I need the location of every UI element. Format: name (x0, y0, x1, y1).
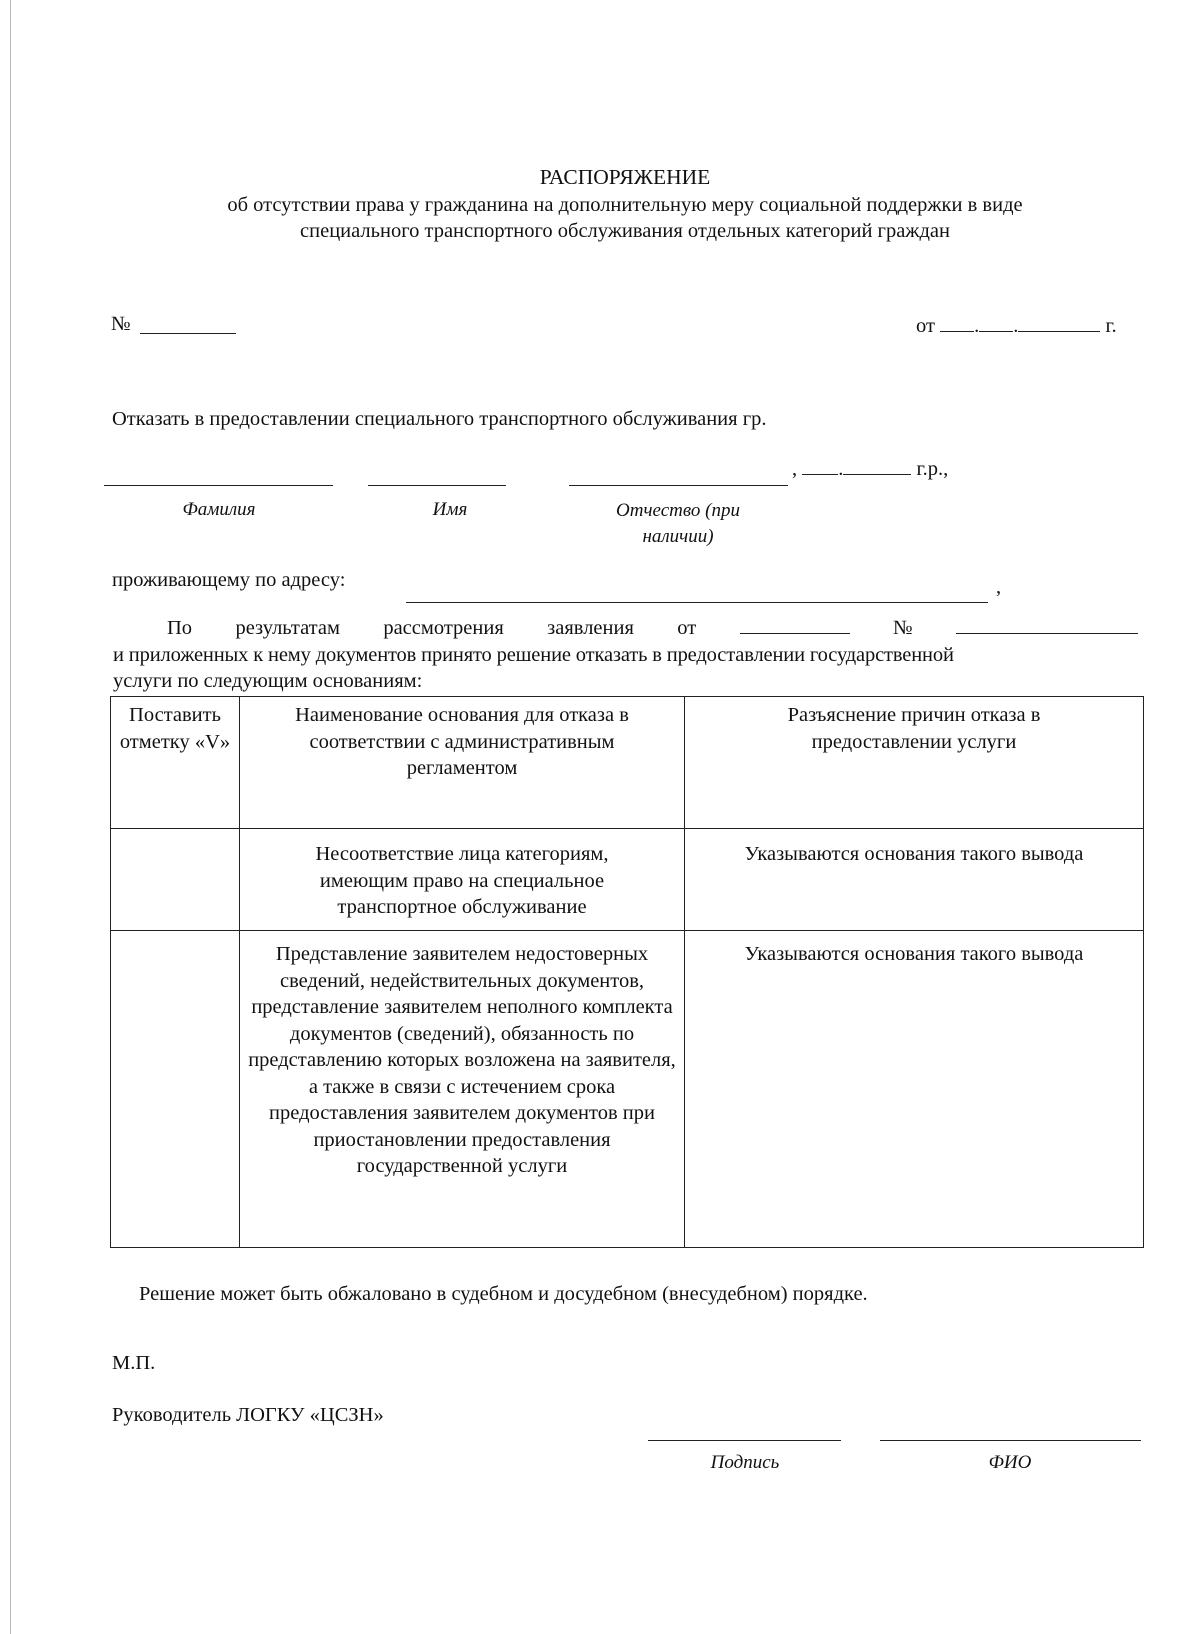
address-field[interactable] (406, 602, 988, 603)
full-name-label: ФИО (988, 1452, 1032, 1473)
decision-paragraph (113, 615, 1138, 695)
patronymic-field[interactable] (569, 485, 788, 486)
address-comma: , (996, 576, 1002, 598)
explanation-cell: Указываются основания такого вывода (685, 931, 1144, 1248)
document-title: РАСПОРЯЖЕНИЕ (539, 165, 711, 189)
date-year-field[interactable] (1018, 313, 1100, 332)
comma: , (792, 458, 798, 480)
signatory-title: Руководитель ЛОГКУ «ЦСЗН» (112, 1404, 384, 1426)
table-row (111, 829, 1144, 931)
refuse-text: Отказать в предоставлении специального транспортного обслуживания гр. (112, 408, 767, 430)
birth-month-field[interactable] (802, 456, 838, 475)
decision-line1 (113, 615, 1138, 642)
date-separator: . (974, 315, 980, 337)
scan-edge (10, 0, 11, 1634)
header-explanation: Разъяснение причин отказа в предоставлении услуги (685, 697, 1144, 829)
reason-cell: Представление заявителем недостоверных сведений, недействительных документов, представление заявителем неполного комплекта документов (сведений), обязанность по представлению которых возложена на заявителя, а также в связи с истечением срока предоставления заявителем документов при приостановлении предоставления государственной услуги (240, 931, 685, 1248)
word: По (167, 617, 193, 639)
header-mark: Поставить отметку «V» (111, 697, 240, 829)
date-row (916, 313, 1117, 339)
refusal-reasons-table (110, 696, 1144, 1248)
signature-field[interactable] (648, 1440, 841, 1441)
word: результатам (235, 617, 340, 639)
date-month-field[interactable] (979, 313, 1013, 332)
birth-separator: . (838, 458, 844, 480)
date-day-field[interactable] (940, 313, 974, 332)
signature-label: Подпись (710, 1452, 780, 1473)
mark-cell[interactable] (111, 931, 240, 1248)
document-subtitle-line2: специального транспортного обслуживания отдельных категорий граждан (300, 220, 950, 242)
full-name-field[interactable] (880, 1440, 1141, 1441)
application-number-field[interactable] (956, 615, 1138, 634)
decision-line3: услуги по следующим основаниям: (113, 670, 423, 692)
number-field[interactable] (140, 333, 236, 334)
birth-date-row (792, 456, 948, 482)
surname-label: Фамилия (182, 499, 256, 520)
header-reason: Наименование основания для отказа в соответствии с административным регламентом (240, 697, 685, 829)
name-field[interactable] (368, 485, 506, 486)
birth-suffix: г.р., (916, 458, 949, 480)
document-subtitle-line1: об отсутствии права у гражданина на дополнительную меру социальной поддержки в виде (227, 194, 1023, 216)
date-suffix: г. (1105, 315, 1117, 337)
number-label: № (111, 313, 131, 335)
address-label: проживающему по адресу: (112, 569, 346, 591)
table-header-row (111, 697, 1144, 829)
mark-cell[interactable] (111, 829, 240, 931)
explanation-cell: Указываются основания такого вывода (685, 829, 1144, 931)
surname-field[interactable] (104, 485, 333, 486)
patronymic-label-line1: Отчество (при (616, 500, 740, 521)
decision-line2: и приложенных к нему документов принято решение отказать в предоставлении государственной (113, 643, 954, 666)
name-label: Имя (432, 499, 468, 520)
reason-cell: Несоответствие лица категориям, имеющим право на специальное транспортное обслуживание (240, 829, 685, 931)
date-prefix: от (916, 315, 935, 337)
application-date-field[interactable] (740, 615, 850, 634)
stamp-label: М.П. (112, 1352, 156, 1374)
word: рассмотрения (383, 617, 504, 639)
patronymic-label-line2: наличии) (642, 526, 714, 547)
birth-year-field[interactable] (843, 456, 911, 475)
word: заявления (547, 617, 634, 639)
number-sign: № (893, 617, 913, 639)
date-separator: . (1013, 315, 1019, 337)
appeal-text: Решение может быть обжаловано в судебном и досудебном (внесудебном) порядке. (139, 1283, 868, 1305)
table-row (111, 931, 1144, 1248)
word: от (677, 617, 697, 639)
